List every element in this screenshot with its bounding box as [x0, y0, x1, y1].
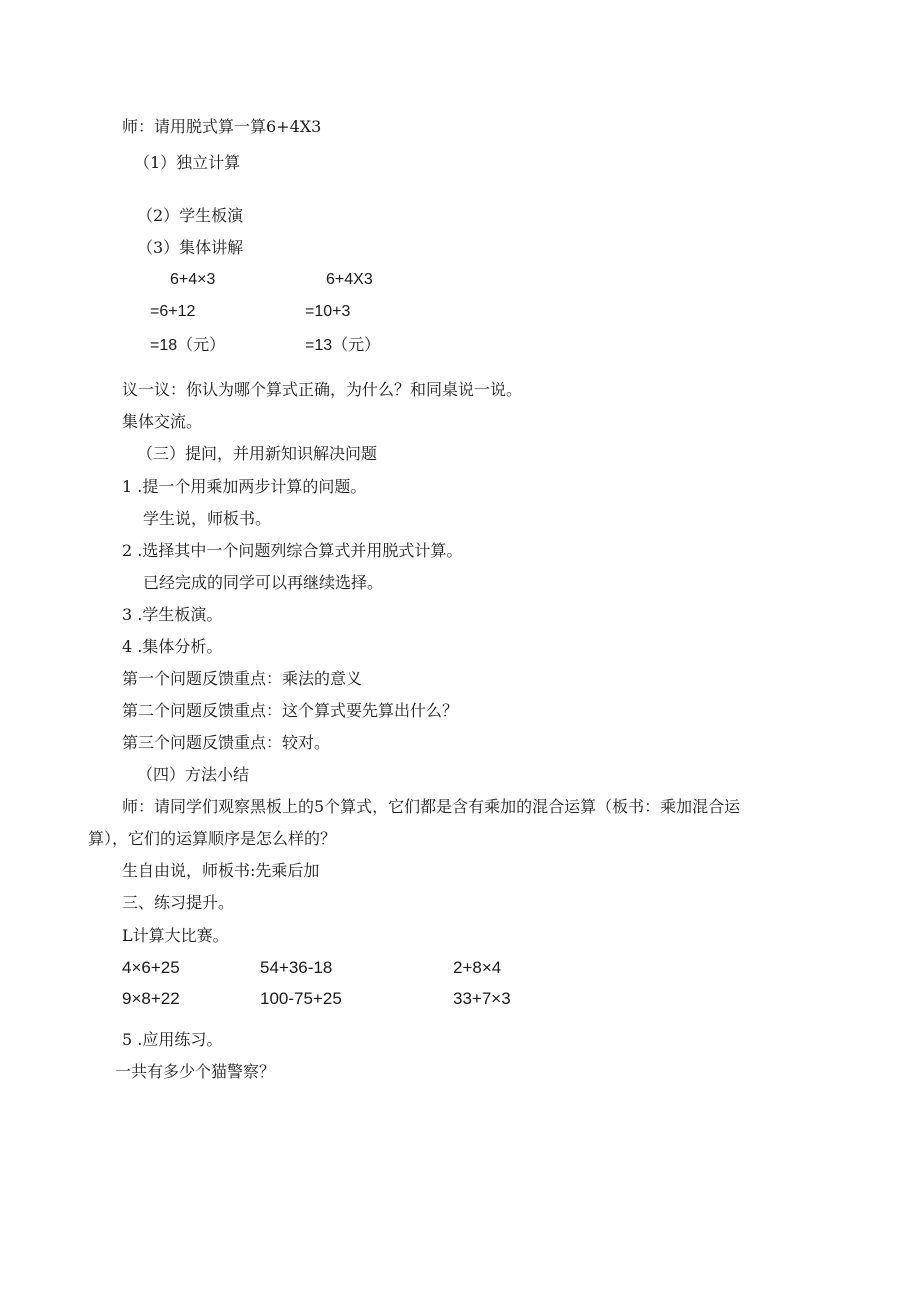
calc-b-line2: =10+3	[305, 303, 351, 320]
item-5: 5 .应用练习。	[122, 1030, 223, 1049]
summary-line-1: 师：请同学们观察黑板上的5个算式，它们都是含有乘加的混合运算（板书：乘加混合运	[122, 797, 741, 816]
feedback-1: 第一个问题反馈重点：乘法的意义	[122, 669, 363, 688]
exercise: 4×6+25	[122, 958, 180, 977]
calc-a-line1: 6+4×3	[170, 271, 216, 288]
item-4: 4 .集体分析。	[122, 637, 223, 656]
feedback-2: 第二个问题反馈重点：这个算式要先算出什么？	[122, 701, 459, 720]
summary-line-2: 算），它们的运算顺序是怎么样的？	[88, 829, 337, 848]
calc-a-line2: =6+12	[150, 303, 196, 320]
calc-b-line1: 6+4X3	[326, 271, 373, 288]
group-exchange: 集体交流。	[122, 412, 203, 431]
section-four: （四）方法小结	[137, 765, 250, 784]
item-2: 2 .选择其中一个问题列综合算式并用脱式计算。	[122, 541, 463, 560]
teacher-prompt: 师：请用脱式算一算6+4X3	[122, 117, 322, 136]
exercise: 2+8×4	[453, 958, 502, 977]
item-2-sub: 已经完成的同学可以再继续选择。	[143, 573, 384, 592]
step-1: （1）独立计算	[134, 153, 241, 172]
item-3: 3 .学生板演。	[122, 605, 223, 624]
item-1: 1 .提一个用乘加两步计算的问题。	[122, 477, 367, 496]
exercise: 100-75+25	[260, 989, 342, 1008]
section-three: （三）提问，并用新知识解决问题	[137, 444, 378, 463]
exercise: 54+36-18	[260, 958, 333, 977]
calc-b-line3: =13（元）	[305, 337, 381, 354]
step-3: （3）集体讲解	[137, 238, 244, 257]
question-cats: 一共有多少个猫警察？	[115, 1062, 276, 1081]
feedback-3: 第三个问题反馈重点：较对。	[122, 733, 331, 752]
discussion: 议一议：你认为哪个算式正确，为什么？和同桌说一说。	[122, 380, 523, 399]
student-answer: 生自由说，师板书:先乘后加	[122, 861, 320, 880]
calc-a-line3: =18（元）	[150, 337, 226, 354]
step-2: （2）学生板演	[137, 206, 244, 225]
contest-title: L计算大比赛。	[122, 926, 229, 945]
exercise: 9×8+22	[122, 989, 180, 1008]
item-1-sub: 学生说，师板书。	[143, 509, 272, 528]
section-practice: 三、练习提升。	[122, 893, 235, 912]
exercise: 33+7×3	[453, 989, 511, 1008]
